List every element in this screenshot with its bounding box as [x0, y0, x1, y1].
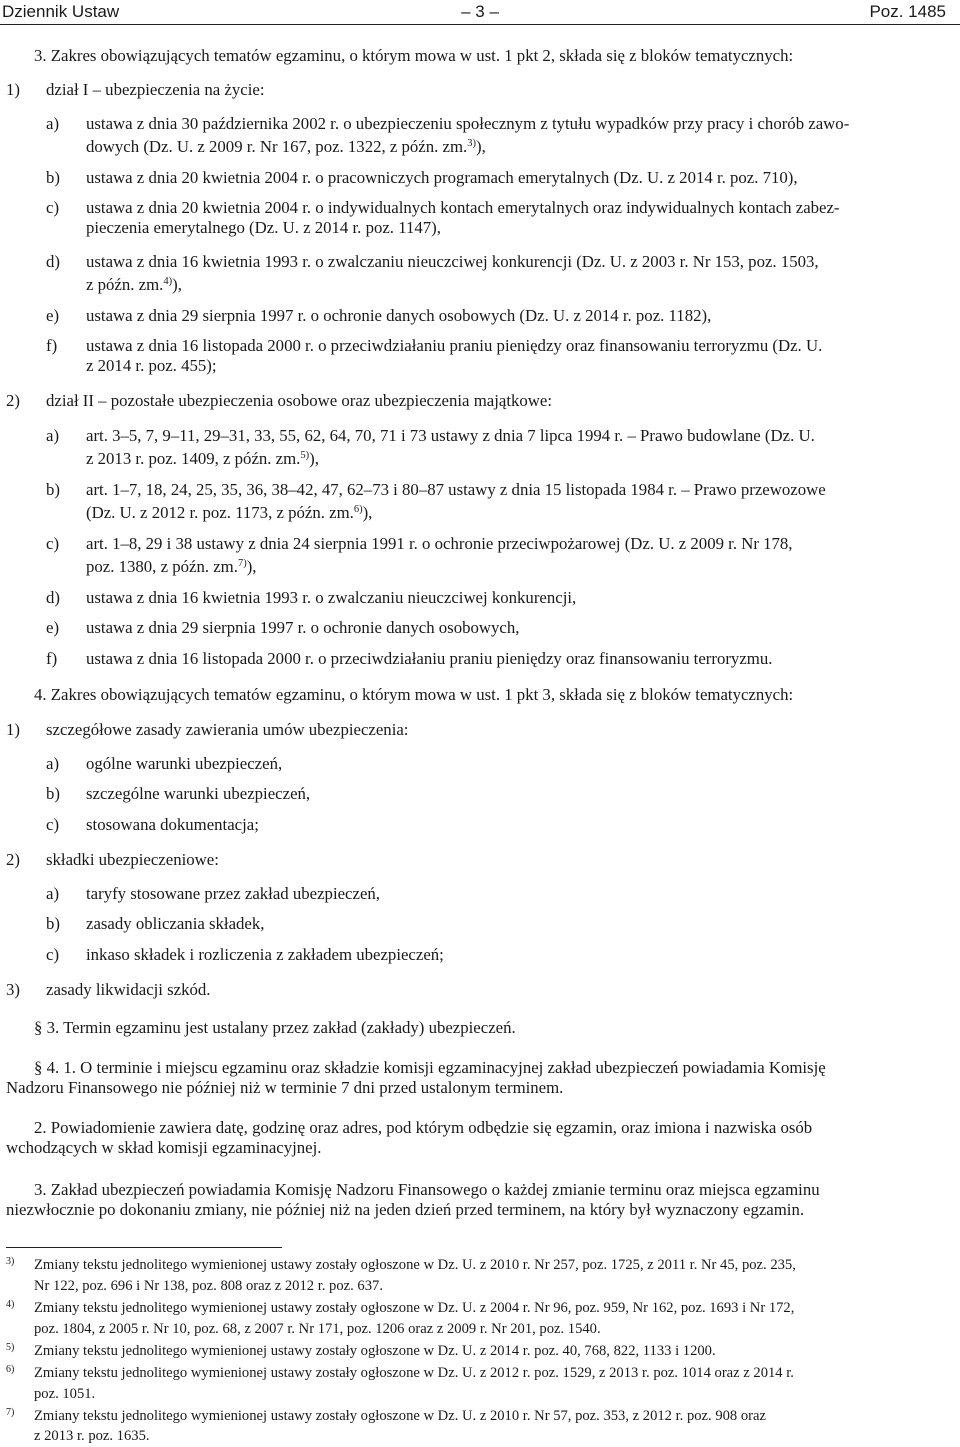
item-label: c) [46, 815, 60, 834]
footnote-6: Zmiany tekstu jednolitego wymienionej ustawy zostały ogłoszone w Dz. U. z 2012 r. poz. 1529, z 2013 r. poz. 1014 oraz z 2014 r. [34, 1365, 794, 1381]
item-label: b) [46, 784, 60, 803]
footnote-ref: 7) [237, 558, 247, 569]
footnote-3: Zmiany tekstu jednolitego wymienionej ustawy zostały ogłoszone w Dz. U. z 2010 r. Nr 257, poz. 1725, z 2011 r. Nr 45, poz. 235, [34, 1257, 796, 1273]
header-rule [0, 24, 960, 25]
item-text: art. 1–7, 18, 24, 25, 35, 36, 38–42, 47, 62–73 i 80–87 ustawy z dnia 15 listopada 1984 r. – Prawo przewozowe [86, 480, 826, 499]
footnote-6-cont: poz. 1051. [34, 1386, 96, 1402]
footnote-7-cont: z 2013 r. poz. 1635. [34, 1428, 150, 1444]
footnote-ref: 5) [300, 450, 310, 461]
footnote-mark: 6) [6, 1364, 15, 1375]
item-label: c) [46, 534, 60, 553]
item-text: szczególne warunki ubezpieczeń, [86, 784, 311, 803]
item-label: d) [46, 588, 60, 607]
item-label: a) [46, 114, 60, 133]
footnote-separator [6, 1247, 282, 1248]
footnote-4: Zmiany tekstu jednolitego wymienionej ustawy zostały ogłoszone w Dz. U. z 2004 r. Nr 96, poz. 959, Nr 162, poz. 1693 i Nr 172, [34, 1300, 795, 1316]
item-text-cont: dowych (Dz. U. z 2009 r. Nr 167, poz. 1322, z późn. zm.$^{3)}$), [86, 137, 486, 156]
paragraph-4-1: § 4. 1. O terminie i miejscu egzaminu oraz składzie komisji egzaminacyjnej zakład ubezpieczeń powiadamia Komisję [34, 1058, 826, 1077]
footnote-7: Zmiany tekstu jednolitego wymienionej ustawy zostały ogłoszone w Dz. U. z 2010 r. Nr 57, poz. 353, z 2012 r. poz. 908 oraz [34, 1408, 766, 1424]
footnote-5: Zmiany tekstu jednolitego wymienionej ustawy zostały ogłoszone w Dz. U. z 2014 r. poz. 40, 768, 822, 1133 i 1200. [34, 1343, 716, 1359]
item-text: art. 1–8, 29 i 38 ustawy z dnia 24 sierpnia 1991 r. o ochronie przeciwpożarowej (Dz. U. z 2009 r. Nr 178, [86, 534, 793, 553]
page-number: – 3 – [461, 2, 499, 21]
item-text: ustawa z dnia 20 kwietnia 2004 r. o indywidualnych kontach emerytalnych oraz indywidualnych kontach zabez- [86, 198, 840, 217]
paragraph-4-3: 3. Zakład ubezpieczeń powiadamia Komisję Nadzoru Finansowego o każdej zmianie terminu oraz miejsca egzaminu [34, 1180, 820, 1199]
item-text-cont: (Dz. U. z 2012 r. poz. 1173, z późn. zm.$^{6)}$), [86, 503, 373, 522]
footnote-mark: 3) [6, 1256, 15, 1267]
block-number: 3) [6, 980, 20, 999]
item-text: ogólne warunki ubezpieczeń, [86, 754, 283, 773]
item-text: ustawa z dnia 16 listopada 2000 r. o przeciwdziałaniu praniu pieniędzy oraz finansowaniu terroryzmu (Dz. U. [86, 336, 823, 355]
block-title: szczegółowe zasady zawierania umów ubezpieczenia: [46, 720, 409, 739]
item-text-cont: poz. 1380, z późn. zm.$^{7)}$), [86, 557, 257, 576]
item-text: ustawa z dnia 20 kwietnia 2004 r. o pracowniczych programach emerytalnych (Dz. U. z 2014 r. poz. 710), [86, 168, 798, 187]
item-text: ustawa z dnia 16 kwietnia 1993 r. o zwalczaniu nieuczciwej konkurencji (Dz. U. z 2003 r. Nr 153, poz. 1503, [86, 252, 819, 271]
item-label: b) [46, 914, 60, 933]
position-number: Poz. 1485 [869, 2, 946, 21]
section4-intro: 4. Zakres obowiązujących tematów egzaminu, o którym mowa w ust. 1 pkt 3, składa się z bloków tematycznych: [34, 685, 794, 704]
footnote-ref: 3) [467, 138, 476, 149]
block-number: 2) [6, 850, 20, 869]
item-text-cont: z 2013 r. poz. 1409, z późn. zm.$^{5)}$), [86, 449, 319, 468]
item-label: e) [46, 306, 60, 325]
paragraph-3: § 3. Termin egzaminu jest ustalany przez zakład (zakłady) ubezpieczeń. [34, 1018, 516, 1037]
block-title: składki ubezpieczeniowe: [46, 850, 219, 869]
item-label: e) [46, 618, 60, 637]
block1-number: 1) [6, 80, 20, 99]
page-header [0, 0, 960, 28]
block-title: zasady likwidacji szkód. [46, 980, 211, 999]
item-label: b) [46, 168, 60, 187]
item-label: a) [46, 426, 60, 445]
footnote-mark: 5) [6, 1342, 15, 1353]
section3-intro: 3. Zakres obowiązujących tematów egzaminu, o którym mowa w ust. 1 pkt 2, składa się z bloków tematycznych: [34, 46, 794, 65]
paragraph-4-3-cont: niezwłocznie po dokonaniu zmiany, nie później niż na jeden dzień przed terminem, na który był wyznaczony egzamin. [6, 1200, 805, 1219]
item-text-cont: z 2014 r. poz. 455); [86, 356, 217, 375]
item-text: ustawa z dnia 16 kwietnia 1993 r. o zwalczaniu nieuczciwej konkurencji, [86, 588, 577, 607]
item-label: c) [46, 945, 60, 964]
paragraph-4-2: 2. Powiadomienie zawiera datę, godzinę oraz adres, pod którym odbędzie się egzamin, oraz imiona i nazwiska osób [34, 1118, 813, 1137]
item-label: a) [46, 884, 60, 903]
journal-title: Dziennik Ustaw [2, 2, 120, 21]
footnote-mark: 7) [6, 1407, 15, 1418]
item-text: ustawa z dnia 29 sierpnia 1997 r. o ochronie danych osobowych, [86, 618, 520, 637]
item-text-cont: pieczenia emerytalnego (Dz. U. z 2014 r. poz. 1147), [86, 218, 441, 237]
block2-title: dział II – pozostałe ubezpieczenia osobowe oraz ubezpieczenia majątkowe: [46, 391, 552, 410]
item-label: f) [46, 336, 58, 355]
item-text-cont: z późn. zm.$^{4)}$), [86, 275, 182, 294]
item-text: taryfy stosowane przez zakład ubezpieczeń, [86, 884, 380, 903]
block1-title: dział I – ubezpieczenia na życie: [46, 80, 265, 99]
footnote-ref: 6) [353, 504, 363, 515]
item-text: ustawa z dnia 30 października 2002 r. o ubezpieczeniu społecznym z tytułu wypadków przy pracy i chorób zawo- [86, 114, 850, 133]
item-text: ustawa z dnia 29 sierpnia 1997 r. o ochronie danych osobowych (Dz. U. z 2014 r. poz. 1182), [86, 306, 712, 325]
item-text: stosowana dokumentacja; [86, 815, 259, 834]
item-label: f) [46, 649, 58, 668]
footnote-3-cont: Nr 122, poz. 696 i Nr 138, poz. 808 oraz z 2012 r. poz. 637. [34, 1278, 383, 1294]
block-number: 1) [6, 720, 20, 739]
paragraph-4-1-cont: Nadzoru Finansowego nie później niż w terminie 7 dni przed ustalonym terminem. [6, 1078, 564, 1097]
footnote-ref: 4) [163, 276, 173, 287]
block2-number: 2) [6, 391, 20, 410]
footnote-mark: 4) [6, 1299, 15, 1310]
item-label: a) [46, 754, 60, 773]
item-text: art. 3–5, 7, 9–11, 29–31, 33, 55, 62, 64, 70, 71 i 73 ustawy z dnia 7 lipca 1994 r. – Prawo budowlane (Dz. U. [86, 426, 815, 445]
item-label: d) [46, 252, 60, 271]
item-text: ustawa z dnia 16 listopada 2000 r. o przeciwdziałaniu praniu pieniędzy oraz finansowaniu terroryzmu. [86, 649, 773, 668]
paragraph-4-2-cont: wchodzących w skład komisji egzaminacyjnej. [6, 1138, 322, 1157]
item-label: b) [46, 480, 60, 499]
footnote-4-cont: poz. 1804, z 2005 r. Nr 10, poz. 68, z 2007 r. Nr 171, poz. 1206 oraz z 2009 r. Nr 201, poz. 1540. [34, 1321, 601, 1337]
item-label: c) [46, 198, 60, 217]
item-text: zasady obliczania składek, [86, 914, 265, 933]
item-text: inkaso składek i rozliczenia z zakładem ubezpieczeń; [86, 945, 444, 964]
